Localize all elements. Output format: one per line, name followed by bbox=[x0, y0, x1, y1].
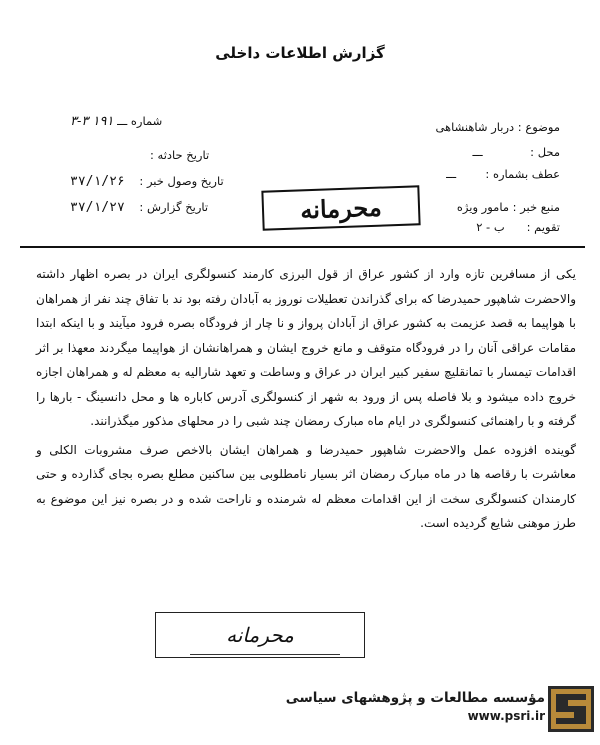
signature-underline bbox=[190, 654, 340, 655]
rating-label: تقویم bbox=[534, 220, 560, 234]
report-date-row: تاریخ گزارش : ۳۷/۱/۲۷ bbox=[70, 200, 209, 215]
receipt-date-value: ۳۷/۱/۲۶ bbox=[70, 174, 125, 189]
watermark-footer bbox=[265, 690, 545, 740]
ref-value: ـــ bbox=[446, 167, 457, 181]
number-row: شماره ـــ ۱۹۱ ۳-۳ bbox=[70, 114, 163, 129]
source-label: منبع خبر bbox=[520, 200, 560, 214]
report-date-label: تاریخ گزارش bbox=[146, 200, 209, 214]
confidential-stamp: محرمانه bbox=[261, 185, 420, 230]
organization-url[interactable]: www.psri.ir bbox=[467, 709, 545, 723]
rating-value: ب - ۲ bbox=[476, 220, 505, 234]
subject-value: دربار شاهنشاهی bbox=[435, 120, 515, 134]
rating-row: تقویم : ب - ۲ bbox=[476, 220, 560, 234]
report-date-value: ۳۷/۱/۲۷ bbox=[70, 200, 125, 215]
event-date-row: تاریخ حادثه : bbox=[150, 148, 210, 162]
receipt-date-label: تاریخ وصول خبر bbox=[146, 174, 224, 188]
event-date-label: تاریخ حادثه bbox=[157, 148, 210, 162]
organization-logo-icon bbox=[548, 686, 594, 732]
source-row: منبع خبر : مامور ویژه bbox=[456, 200, 560, 214]
subject-label: موضوع bbox=[525, 120, 560, 134]
ref-row: عطف بشماره : ـــ bbox=[446, 167, 560, 181]
subject-row: موضوع : دربار شاهنشاهی bbox=[435, 120, 560, 134]
place-row: محل : ـــ bbox=[472, 145, 560, 159]
place-value: ـــ bbox=[472, 145, 483, 159]
header-divider bbox=[20, 246, 585, 248]
signature-stamp bbox=[155, 612, 365, 658]
document-title: گزارش اطلاعات داخلی bbox=[215, 44, 385, 62]
organization-name: مؤسسه مطالعات و پژوهشهای سیاسی bbox=[285, 690, 545, 706]
ref-label: عطف بشماره bbox=[492, 167, 560, 181]
source-value: مامور ویژه bbox=[456, 200, 509, 214]
number-value: ۱۹۱ ۳-۳ bbox=[70, 114, 114, 129]
signature-stamp-text: محرمانه bbox=[226, 623, 294, 647]
body-paragraph-2: گوینده افزوده عمل والاحضرت شاهپور حمیدرضا و همراهان ایشان بالاخص صرف مشروبات الکلی و معاشرت با رقاصه ها در ماه مبارک رمضان اثر بسیار نامطلوبی بین ساکنین مطلع بصره بجای گذارده و حتی کارمندان کنسولگری سخت از این اقدامات معظم له شرمنده و ناراحت شده و در بصره نیز این موضوع به طرز موهنی شایع گردیده است. bbox=[36, 442, 576, 530]
body-paragraph-1: یکی از مسافرین تازه وارد از کشور عراق از قول البرزی کارمند کنسولگری ایران در بصره اظهار داشته والاحضرت شاهپور حمیدرضا که برای گذراندن تعطیلات نوروز به آبادان رفته بود ند با تفاق چند نفر از همراهان با هواپیما به قصد عزیمت به کشور عراق از آبادان پرواز و نا چار از فرودگاه بصره فرود میآیند و با اینکه ابتدا مقامات عراقی آنان را در فرودگاه متوقف و مانع خروج ایشان و همراهانشان از هواپیما میگردند معهذا بر اثر اقدامات تیمسار با تمانقلیچ سفیر کبیر ایران در عراق و وساطت و تعهد شارالیه به معظم له و همراهان اجازه خروج داده میشود و بلا فاصله پس از ورود به شهر از کنسولگری آدرس کاباره ها و محل دانسینگ - بارها را گرفته و با راهنمائی کنسولگری در ایام ماه مبارک رمضان چند شبی را در محلهای مذکور میگذرانند. bbox=[36, 267, 576, 428]
report-body bbox=[36, 262, 576, 536]
number-label: شماره bbox=[130, 114, 163, 128]
report-header bbox=[0, 112, 600, 252]
receipt-date-row: تاریخ وصول خبر : ۳۷/۱/۲۶ bbox=[70, 174, 224, 189]
place-label: محل bbox=[537, 145, 560, 159]
